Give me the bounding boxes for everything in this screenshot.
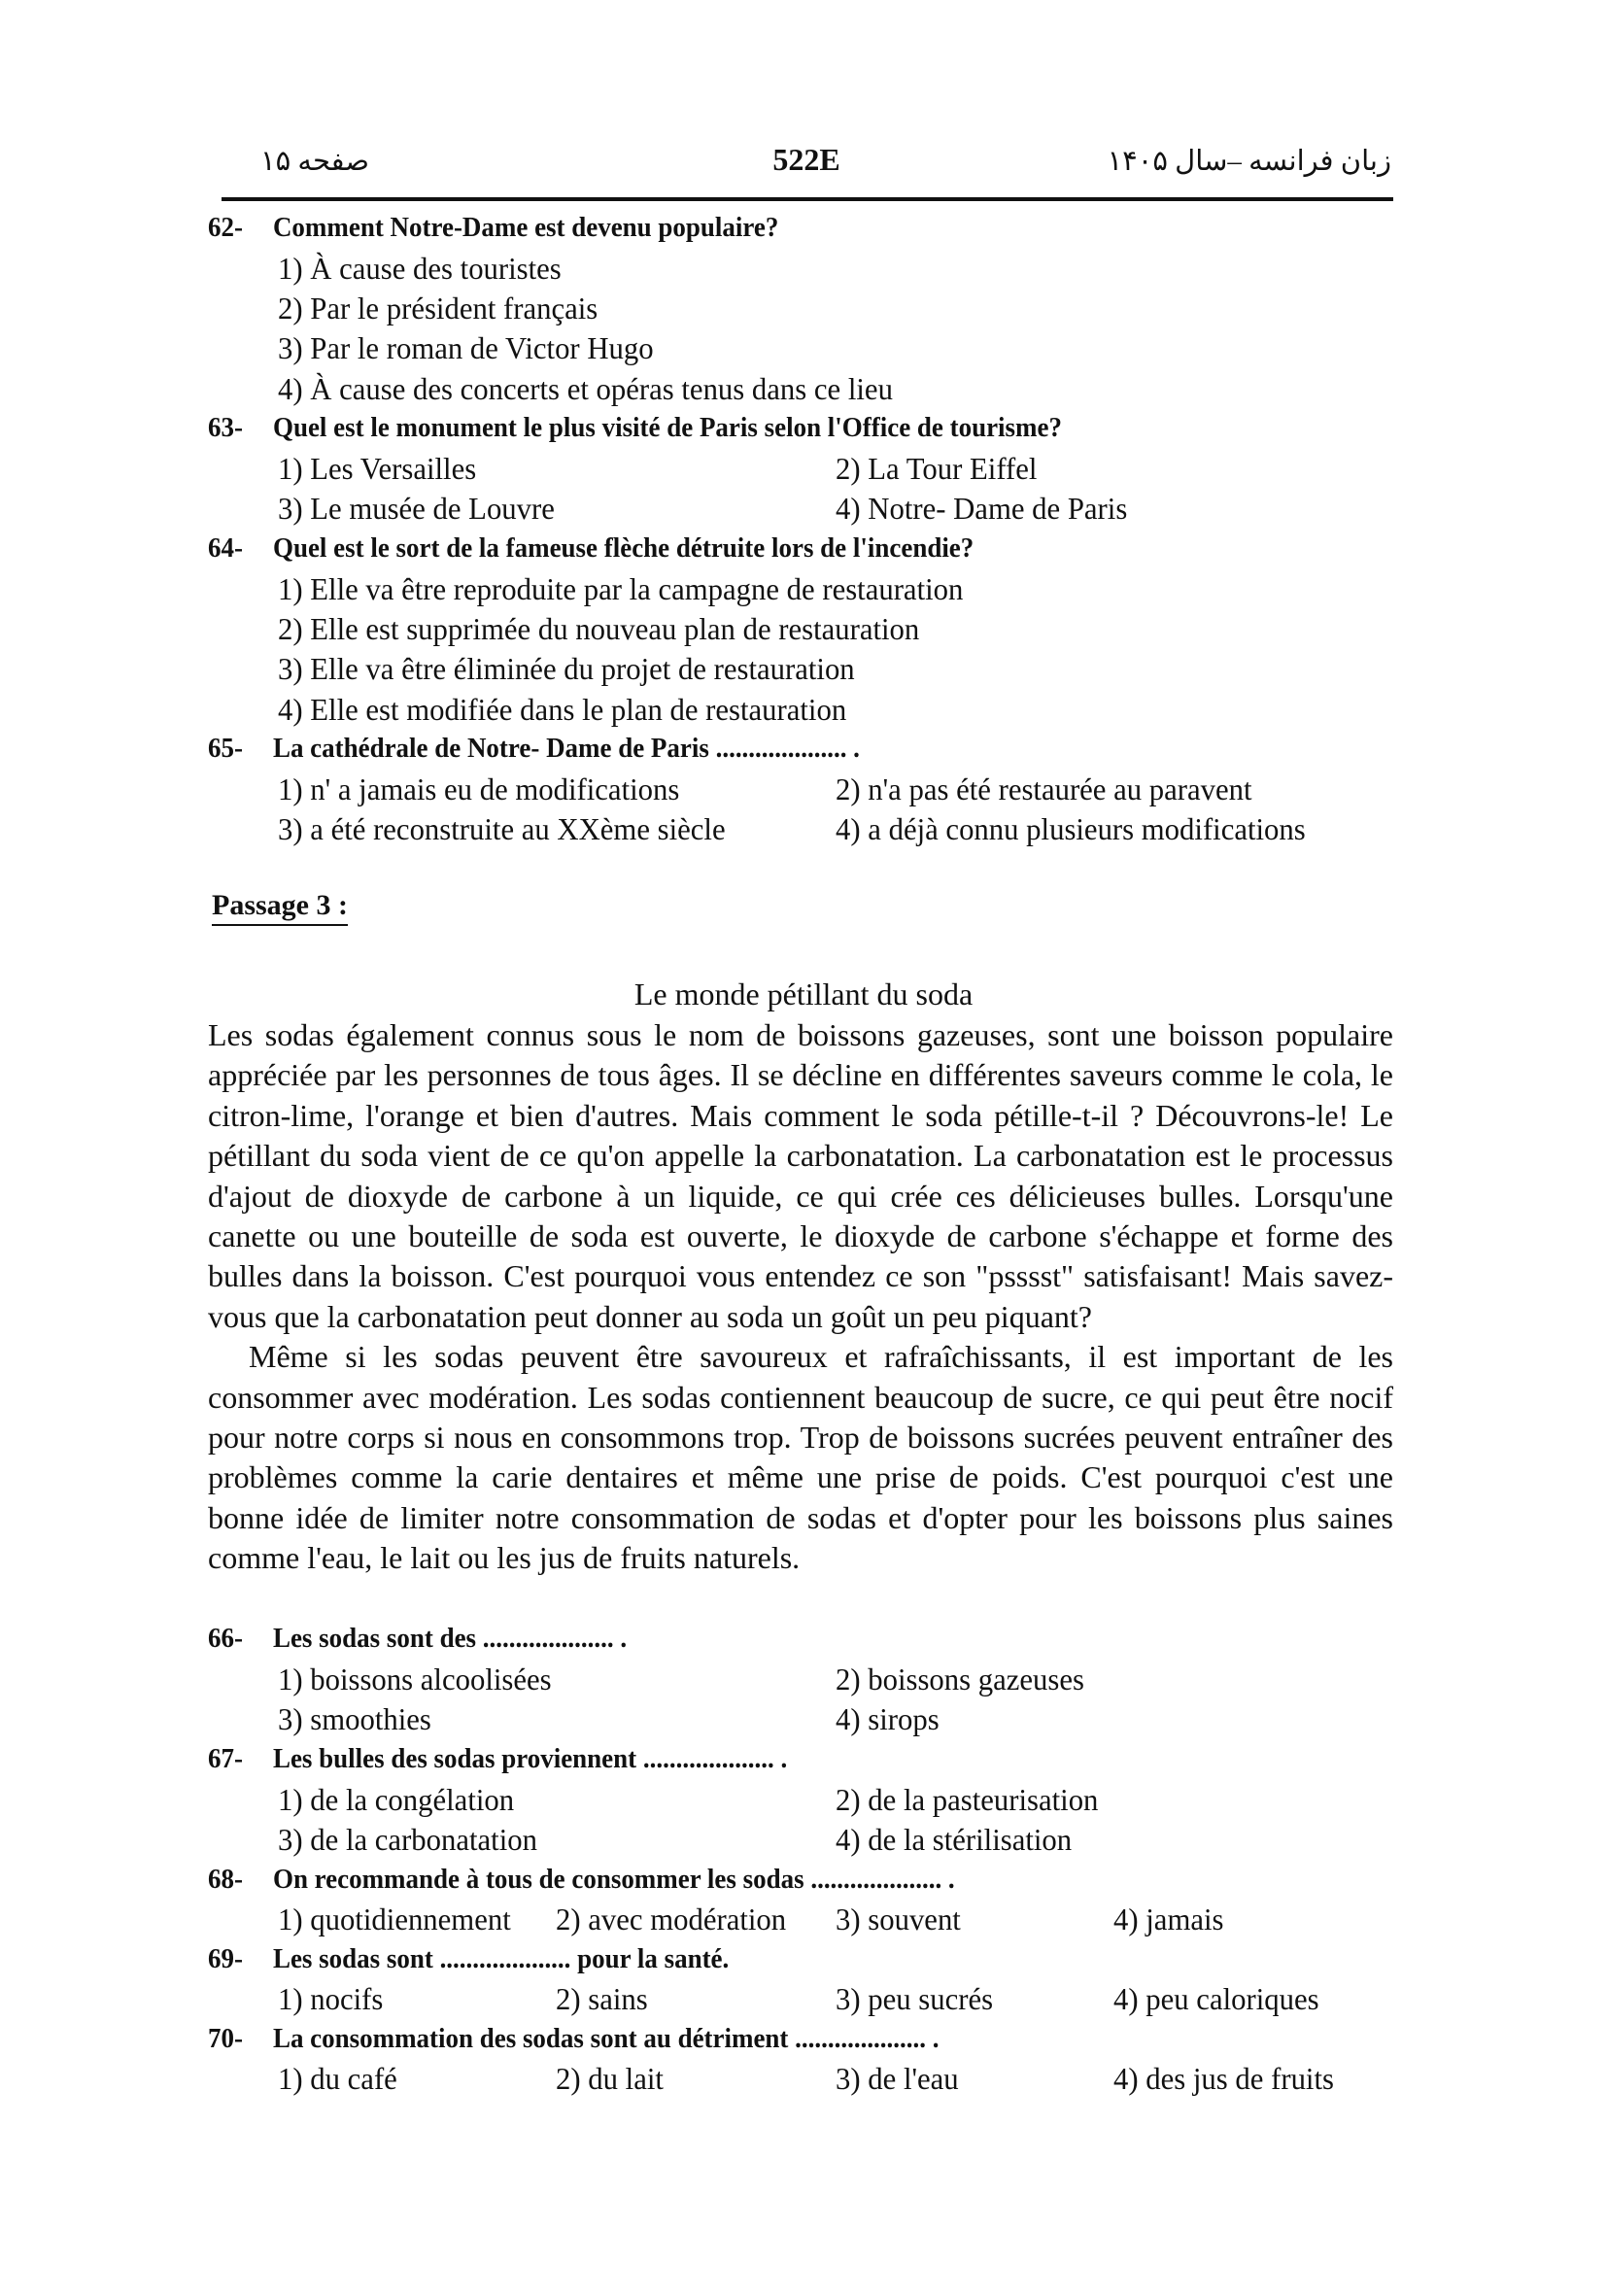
q67-option-3[interactable]: 3) de la carbonatation (278, 1822, 537, 1857)
question-70: 70- La consommation des sodas sont au détriment .................... . (208, 2023, 940, 2054)
question-62: 62- Comment Notre-Dame est devenu populaire? (208, 212, 779, 243)
q62-option-2[interactable]: 2) Par le président français (278, 291, 598, 326)
q62-option-3[interactable]: 3) Par le roman de Victor Hugo (278, 330, 654, 365)
passage-label: Passage 3 : (212, 889, 348, 926)
q63-option-2[interactable]: 2) La Tour Eiffel (836, 451, 1038, 486)
q66-option-3[interactable]: 3) smoothies (278, 1701, 431, 1736)
q63-option-4[interactable]: 4) Notre- Dame de Paris (836, 491, 1128, 526)
q68-option-1[interactable]: 1) quotidiennement (278, 1902, 511, 1936)
q65-option-3[interactable]: 3) a été reconstruite au XXème siècle (278, 811, 726, 846)
passage-text (208, 1015, 1393, 1579)
q67-option-4[interactable]: 4) de la stérilisation (836, 1822, 1073, 1857)
q65-option-4[interactable]: 4) a déjà connu plusieurs modifications (836, 811, 1306, 846)
question-66: 66- Les sodas sont des .................... . (208, 1623, 628, 1654)
q67-option-1[interactable]: 1) de la congélation (278, 1782, 515, 1817)
q70-option-3[interactable]: 3) de l'eau (836, 2061, 959, 2096)
question-69: 69- Les sodas sont .................... pour la santé. (208, 1943, 730, 1974)
q68-option-2[interactable]: 2) avec modération (556, 1902, 787, 1936)
q62-option-4[interactable]: 4) À cause des concerts et opéras tenus dans ce lieu (278, 371, 893, 406)
q70-option-4[interactable]: 4) des jus de fruits (1113, 2061, 1334, 2096)
q63-option-1[interactable]: 1) Les Versailles (278, 451, 477, 486)
q70-option-2[interactable]: 2) du lait (556, 2061, 664, 2096)
passage-title: Le monde pétillant du soda (633, 977, 974, 1011)
page-header (222, 144, 1391, 198)
q64-option-1[interactable]: 1) Elle va être reproduite par la campagne de restauration (278, 571, 964, 606)
header-divider (222, 197, 1393, 201)
q67-option-2[interactable]: 2) de la pasteurisation (836, 1782, 1099, 1817)
q70-option-1[interactable]: 1) du café (278, 2061, 397, 2096)
question-65: 65- La cathédrale de Notre- Dame de Paris .................... . (208, 733, 860, 764)
q64-option-3[interactable]: 3) Elle va être éliminée du projet de restauration (278, 651, 855, 686)
q69-option-1[interactable]: 1) nocifs (278, 1981, 384, 2016)
q64-option-4[interactable]: 4) Elle est modifiée dans le plan de restauration (278, 692, 847, 727)
q69-option-3[interactable]: 3) peu sucrés (836, 1981, 994, 2016)
q66-option-4[interactable]: 4) sirops (836, 1701, 940, 1736)
q66-option-2[interactable]: 2) boissons gazeuses (836, 1662, 1084, 1696)
q64-option-2[interactable]: 2) Elle est supprimée du nouveau plan de restauration (278, 611, 920, 646)
q65-option-2[interactable]: 2) n'a pas été restaurée au paravent (836, 771, 1252, 806)
q65-option-1[interactable]: 1) n' a jamais eu de modifications (278, 771, 680, 806)
q69-option-4[interactable]: 4) peu caloriques (1113, 1981, 1319, 2016)
question-64: 64- Quel est le sort de la fameuse flèche détruite lors de l'incendie? (208, 532, 974, 564)
page-number-label: صفحه ۱۵ (260, 146, 369, 177)
question-68: 68- On recommande à tous de consommer les sodas .................... . (208, 1864, 955, 1895)
q62-option-1[interactable]: 1) À cause des touristes (278, 251, 562, 286)
passage-paragraph-2: Même si les sodas peuvent être savoureux et rafraîchissants, il est important de les consommer avec modération. Les sodas contiennent beaucoup de sucre, ce qui peut être nocif pour notre corps si nous en consommons trop. Trop de boissons sucrées peuvent entraîner des problèmes comme la carie dentaires et même une prise de poids. C'est pourquoi c'est une bonne idée de limiter notre consommation de sodas et d'opter pour les boissons plus saines comme l'eau, le lait ou les jus de fruits naturels. (208, 1339, 1393, 1576)
passage-paragraph-1: Les sodas également connus sous le nom de boissons gazeuses, sont une boisson populaire appréciée par les personnes de tous âges. Il se décline en différentes saveurs comme le cola, le citron-lime, l'orange et bien d'autres. Mais comment le soda pétille-t-il ? Découvrons-le! Le pétillant du soda vient de ce qu'on appelle la carbonatation. La carbonatation est le processus d'ajout de dioxyde de carbone à un liquide, ce qui crée ces délicieuses bulles. Lorsqu'une canette ou une bouteille de soda est ouverte, le dioxyde de carbone s'échappe et forme des bulles dans la boisson. C'est pourquoi vous entendez ce son "psssst" satisfaisant! Mais savez-vous que la carbonatation peut donner au soda un goût un peu piquant? (208, 1017, 1393, 1334)
q68-option-3[interactable]: 3) souvent (836, 1902, 961, 1936)
question-63: 63- Quel est le monument le plus visité de Paris selon l'Office de tourisme? (208, 412, 1062, 443)
exam-code: 522E (772, 142, 840, 177)
q69-option-2[interactable]: 2) sains (556, 1981, 648, 2016)
q66-option-1[interactable]: 1) boissons alcoolisées (278, 1662, 552, 1696)
subject-label: زبان فرانسه –سال ۱۴۰۵ (1107, 146, 1391, 177)
q68-option-4[interactable]: 4) jamais (1113, 1902, 1224, 1936)
q63-option-3[interactable]: 3) Le musée de Louvre (278, 491, 555, 526)
question-67: 67- Les bulles des sodas proviennent .................... . (208, 1743, 788, 1774)
